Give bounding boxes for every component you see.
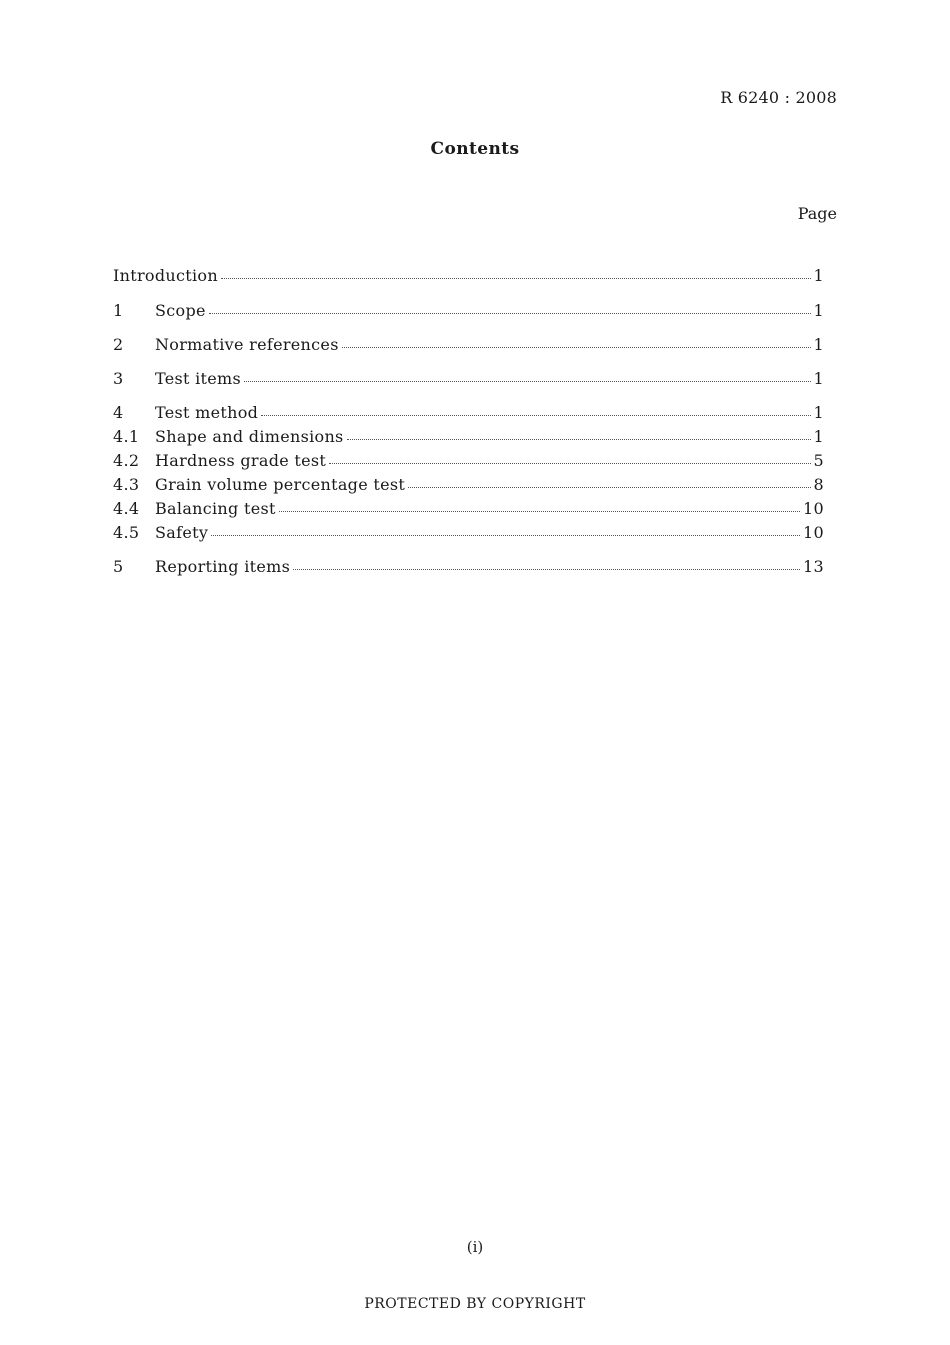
toc-entry-test-method[interactable] xyxy=(113,402,824,424)
toc-entry-title: Grain volume percentage test xyxy=(155,475,406,494)
dot-leader xyxy=(261,415,810,416)
toc-entry-page: 1 xyxy=(813,369,824,388)
dot-leader xyxy=(342,347,811,348)
toc-entry-page: 13 xyxy=(803,557,824,576)
toc-entry-title: Shape and dimensions xyxy=(155,427,344,446)
toc-entry-page: 1 xyxy=(813,266,824,285)
dot-leader xyxy=(244,381,810,382)
toc-entry-title: Introduction xyxy=(113,266,218,285)
toc-entry-title: Test items xyxy=(155,369,242,388)
toc-entry-number: 4.2 xyxy=(113,451,140,470)
toc-entry-shape-and-dimensions[interactable] xyxy=(113,426,824,448)
toc-entry-page: 5 xyxy=(813,451,824,470)
toc-entry-number: 5 xyxy=(113,557,124,576)
toc-entry-number: 4.1 xyxy=(113,427,140,446)
dot-leader xyxy=(221,278,811,279)
toc-entry-number: 4.3 xyxy=(113,475,140,494)
page-column-label: Page xyxy=(797,204,837,223)
toc-entry-introduction[interactable] xyxy=(113,265,824,287)
toc-entry-number: 3 xyxy=(113,369,124,388)
toc-entry-title: Safety xyxy=(155,523,209,542)
toc-entry-number: 2 xyxy=(113,335,124,354)
dot-leader xyxy=(209,313,811,314)
toc-entry-title: Test method xyxy=(155,403,259,422)
toc-entry-title: Hardness grade test xyxy=(155,451,327,470)
dot-leader xyxy=(293,569,800,570)
dot-leader xyxy=(408,487,810,488)
toc-entry-page: 1 xyxy=(813,427,824,446)
toc-entry-page: 1 xyxy=(813,335,824,354)
toc-entry-normative-references[interactable] xyxy=(113,334,824,356)
toc-entry-page: 10 xyxy=(803,523,824,542)
toc-entry-test-items[interactable] xyxy=(113,368,824,390)
toc-entry-reporting-items[interactable] xyxy=(113,556,824,578)
dot-leader xyxy=(279,511,800,512)
toc-entry-title: Reporting items xyxy=(155,557,291,576)
page-folio: (i) xyxy=(466,1238,484,1256)
toc-entry-hardness-grade-test[interactable] xyxy=(113,450,824,472)
toc-entry-number: 1 xyxy=(113,301,124,320)
dot-leader xyxy=(347,439,811,440)
toc-entry-title: Normative references xyxy=(155,335,339,354)
toc-entry-title: Balancing test xyxy=(155,499,276,518)
toc-entry-number: 4.4 xyxy=(113,499,140,518)
dot-leader xyxy=(211,535,800,536)
dot-leader xyxy=(329,463,810,464)
toc-entry-page: 1 xyxy=(813,301,824,320)
toc-entry-grain-volume-percentage-test[interactable] xyxy=(113,474,824,496)
toc-entry-balancing-test[interactable] xyxy=(113,498,824,520)
toc-entry-page: 1 xyxy=(813,403,824,422)
toc-entry-safety[interactable] xyxy=(113,522,824,544)
copyright-notice: PROTECTED BY COPYRIGHT xyxy=(364,1296,586,1312)
page-title: Contents xyxy=(430,139,520,159)
toc-entry-title: Scope xyxy=(155,301,206,320)
toc-entry-page: 8 xyxy=(813,475,824,494)
toc-entry-number: 4.5 xyxy=(113,523,140,542)
toc-entry-number: 4 xyxy=(113,403,124,422)
standard-number: R 6240 : 2008 xyxy=(720,88,837,107)
toc-entry-page: 10 xyxy=(803,499,824,518)
toc-entry-scope[interactable] xyxy=(113,300,824,322)
